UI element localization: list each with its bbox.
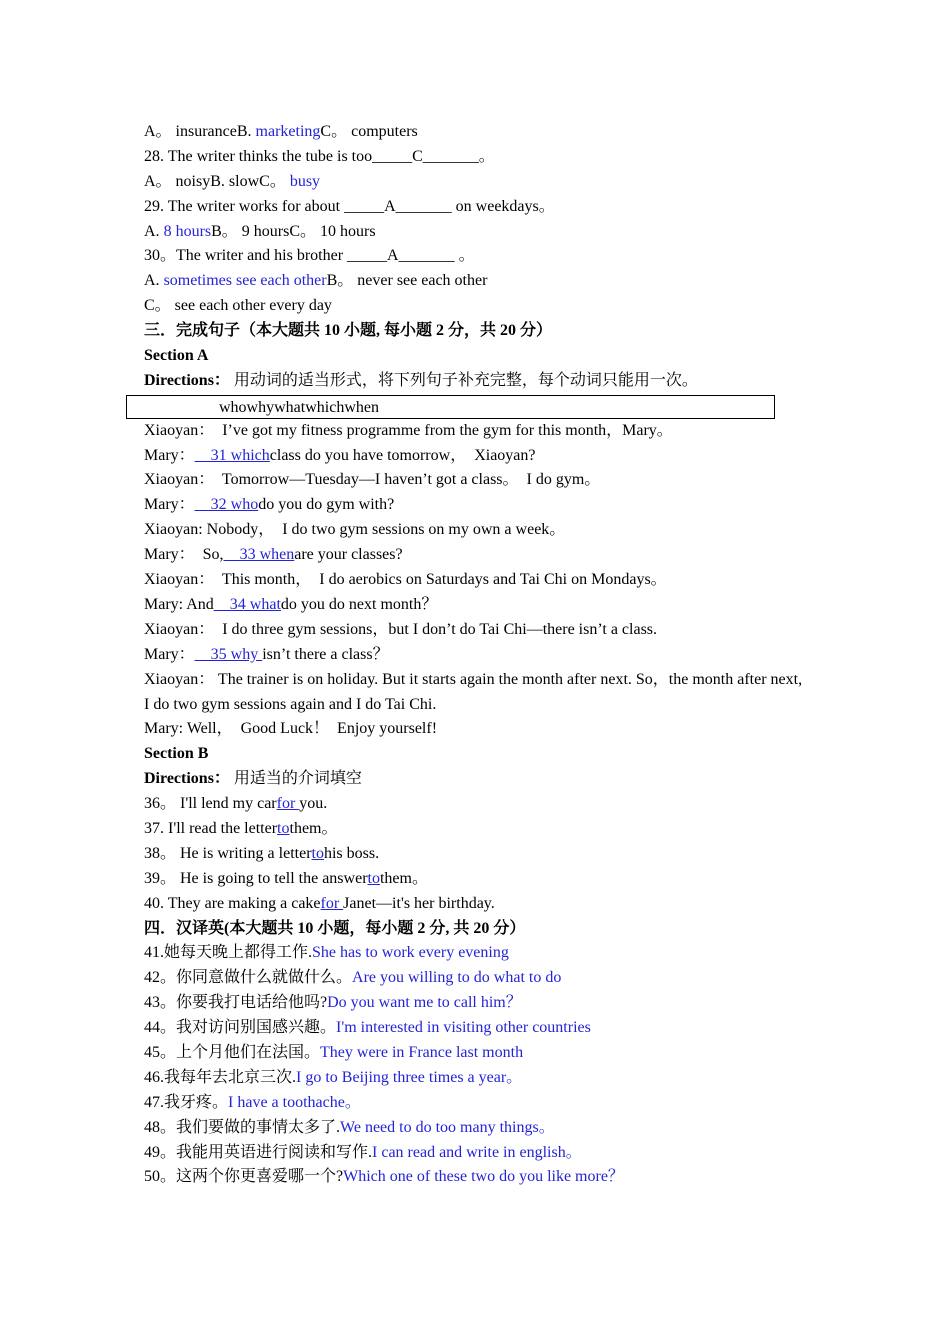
dialogue-line: Mary： So,__33 whenare your classes? bbox=[144, 546, 403, 564]
section-a-directions: Directions： 用动词的适当形式，将下列句子补充完整，每个动词只能用一次。 bbox=[144, 371, 698, 389]
answer-8-hours: 8 hours bbox=[163, 222, 212, 240]
answer-48: We need to do too many things。 bbox=[340, 1118, 555, 1136]
list-item: 42。你同意做什么就做什么。Are you willing to do what to do bbox=[144, 969, 562, 987]
q30-stem: 30。The writer and his brother _____A_______ 。 bbox=[144, 247, 475, 265]
answer-49: I can read and write in english。 bbox=[372, 1143, 582, 1161]
preposition-list bbox=[144, 792, 804, 916]
answer-33: __33 when bbox=[223, 546, 295, 564]
answer-37: to bbox=[277, 819, 290, 837]
q29-options: A. 8 hoursB。 9 hoursC。 10 hours bbox=[144, 222, 376, 240]
dialogue-line: Mary：__35 why isn’t there a class？ bbox=[144, 645, 389, 663]
answer-41: She has to work every evening bbox=[312, 944, 509, 962]
section-b-directions: Directions： 用适当的介词填空 bbox=[144, 770, 362, 788]
list-item: 39。 He is going to tell the answertothem。 bbox=[144, 869, 428, 887]
list-item: 44。我对访问别国感兴趣。I'm interested in visiting other countries bbox=[144, 1019, 591, 1037]
answer-marketing: marketing bbox=[255, 123, 321, 140]
list-item: 38。 He is writing a lettertohis boss. bbox=[144, 844, 380, 862]
answer-44: I'm interested in visiting other countries bbox=[336, 1019, 591, 1037]
dialogue-line: Mary：__31 whichclass do you have tomorrow， Xiaoyan? bbox=[144, 446, 536, 464]
dialogue-line: Xiaoyan： I’ve got my fitness programme from the gym for this month，Mary。 bbox=[144, 421, 673, 439]
q30-option-c: C。 see each other every day bbox=[144, 297, 332, 315]
dialogue-line: Mary: And__34 whatdo you do next month？ bbox=[144, 595, 438, 613]
answer-32: __32 who bbox=[194, 496, 259, 514]
list-item: 48。我们要做的事情太多了.We need to do too many things。 bbox=[144, 1118, 555, 1136]
list-item: 43。你要我打电话给他吗?Do you want me to call him？ bbox=[144, 994, 522, 1012]
word-box-spacer bbox=[144, 394, 804, 419]
part3-title: 三．完成句子（本大题共 10 小题, 每小题 2 分，共 20 分） bbox=[144, 322, 553, 340]
dialogue-closing: Mary: Well， Good Luck！ Enjoy yourself! bbox=[144, 720, 438, 738]
answer-39: to bbox=[367, 869, 380, 887]
list-item: 37. I'll read the lettertothem。 bbox=[144, 819, 338, 837]
list-item: 41.她每天晚上都得工作.She has to work every evening bbox=[144, 944, 509, 962]
list-item: 45。上个月他们在法国。They were in France last month bbox=[144, 1043, 524, 1061]
list-item: 36。 I'll lend my carfor you. bbox=[144, 795, 328, 813]
answer-40: for bbox=[320, 894, 344, 912]
list-item: 47.我牙疼。I have a toothache。 bbox=[144, 1093, 361, 1111]
list-item: 49。我能用英语进行阅读和写作.I can read and write in english。 bbox=[144, 1143, 582, 1161]
answer-35: __35 why bbox=[194, 645, 263, 663]
answer-36: for bbox=[276, 795, 300, 813]
section-a-heading: Section A bbox=[144, 347, 209, 365]
list-item: 50。这两个你更喜爱哪一个?Which one of these two do you like more？ bbox=[144, 1168, 624, 1186]
list-item: 40. They are making a cakefor Janet—it's her birthday. bbox=[144, 894, 495, 912]
word-box-text: whowhywhatwhichwhen bbox=[219, 399, 379, 416]
answer-busy: busy bbox=[289, 172, 321, 190]
section-b-heading: Section B bbox=[144, 745, 209, 763]
answer-38: to bbox=[311, 844, 324, 862]
answer-42: Are you willing to do what to do bbox=[352, 969, 562, 987]
answer-45: They were in France last month bbox=[320, 1043, 524, 1061]
q30-options-ab: A. sometimes see each otherB。 never see each other bbox=[144, 272, 488, 290]
dialogue-line: Xiaoyan: Nobody， I do two gym sessions on my own a week。 bbox=[144, 521, 566, 539]
dialogue-line: Mary：__32 whodo you do gym with? bbox=[144, 496, 395, 514]
answer-43: Do you want me to call him？ bbox=[327, 994, 522, 1012]
answer-47: I have a toothache。 bbox=[228, 1093, 361, 1111]
dialogue-line: Xiaoyan： Tomorrow—Tuesday—I haven’t got a class。 I do gym。 bbox=[144, 471, 601, 489]
part4-title: 四．汉译英(本大题共 10 小题，每小题 2 分, 共 20 分） bbox=[144, 919, 526, 937]
q29-stem: 29. The writer works for about _____A_______ on weekdays。 bbox=[144, 197, 555, 215]
answer-34: __34 what bbox=[213, 595, 281, 613]
dialogue-long-line: Xiaoyan： The trainer is on holiday. But it starts again the month after next. So，the month after next, I do two gym sessions again and I do Tai Chi. bbox=[144, 670, 803, 713]
dialogue bbox=[144, 419, 804, 743]
dialogue-line: Xiaoyan： I do three gym sessions，but I don’t do Tai Chi—there isn’t a class. bbox=[144, 620, 658, 638]
q28-stem: 28. The writer thinks the tube is too_____C_______。 bbox=[144, 147, 495, 165]
list-item: 46.我每年去北京三次.I go to Beijing three times a year。 bbox=[144, 1068, 523, 1086]
answer-31: __31 which bbox=[194, 446, 270, 464]
q28-options: A。 noisyB. slowC。 busy bbox=[144, 172, 321, 190]
translation-list bbox=[144, 941, 804, 1190]
document-page bbox=[144, 120, 804, 1190]
answer-46: I go to Beijing three times a year。 bbox=[296, 1068, 523, 1086]
answer-50: Which one of these two do you like more？ bbox=[343, 1168, 624, 1186]
q27-options: A。 insuranceB. marketingC。 computers bbox=[144, 123, 418, 140]
dialogue-line: Xiaoyan： This month， I do aerobics on Saturdays and Tai Chi on Mondays。 bbox=[144, 571, 667, 589]
answer-sometimes: sometimes see each other bbox=[163, 272, 327, 290]
